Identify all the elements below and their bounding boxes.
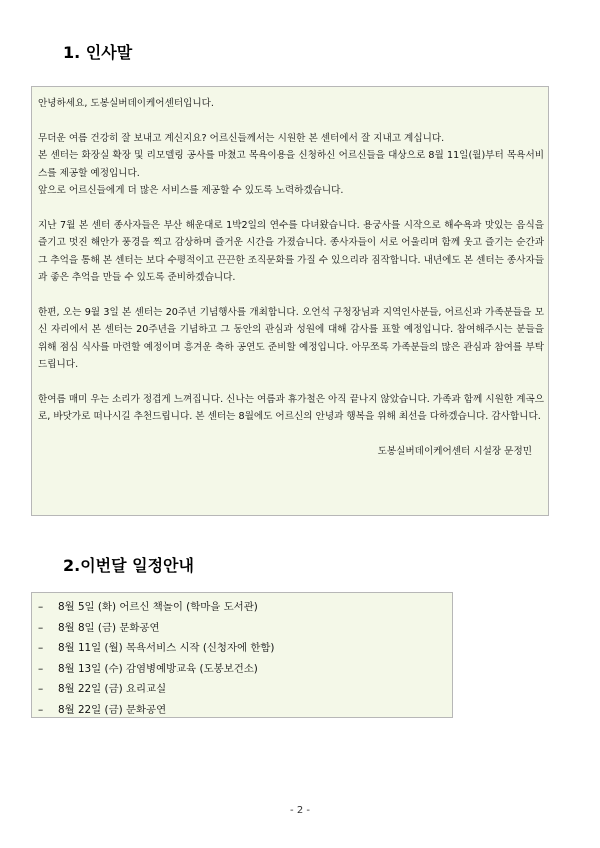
dash-bullet: – <box>38 703 44 716</box>
paragraph-gap <box>38 199 544 216</box>
dash-bullet: – <box>38 683 44 695</box>
greeting-paragraph: 한편, 오는 9월 3일 본 센터는 20주년 기념행사를 개최합니다. 오언석 구청장님과 지역인사분들, 어르신과 가족분들을 모신 자리에서 본 센터는 20주년을 기념하고 그 동안의 관심과 성원에 대해 감사를 표할 예정입니다. 참여해주시는 분들을 위해 점심 식사를 마련할 예정이며 흥겨운 축하 공연도 준비할 예정입니다. 아무쪼록 가족분들의 많은 관심과 참여를 부탁드립니다. <box>38 306 544 371</box>
greeting-box <box>31 86 549 516</box>
paragraph-gap <box>38 426 544 443</box>
schedule-list <box>38 597 452 720</box>
schedule-item-text: 8월 13일 (수) 감염병예방교육 (도봉보건소) <box>58 662 258 675</box>
greeting-paragraph: 앞으로 어르신들에게 더 많은 서비스를 제공할 수 있도록 노력하겠습니다. <box>38 185 344 197</box>
paragraph-gap <box>38 286 544 303</box>
schedule-item <box>38 659 452 680</box>
schedule-item-text: 8월 22일 (금) 요리교실 <box>58 683 167 695</box>
greeting-paragraph: 안녕하세요, 도봉실버데이케어센터입니다. <box>38 98 214 109</box>
paragraph-gap <box>38 373 544 390</box>
greeting-paragraph: 무더운 여름 건강히 잘 보내고 계신지요? 어르신들께서는 시원한 본 센터에서 잘 지내고 계십니다. <box>38 132 445 144</box>
greeting-section-title: 1. 인사말 <box>63 43 133 62</box>
schedule-box <box>31 592 453 718</box>
dash-bullet: – <box>38 662 44 675</box>
dash-bullet: – <box>38 601 44 613</box>
schedule-item <box>38 618 452 639</box>
schedule-item-text: 8월 8일 (금) 문화공연 <box>58 621 160 634</box>
greeting-paragraph: 한여름 매미 우는 소리가 정겹게 느껴집니다. 신나는 여름과 휴가철은 아직 끝나지 않았습니다. 가족과 함께 시원한 계곡으로, 바닷가로 떠나시길 추천드립니다. 본 센터는 8월에도 어르신의 안녕과 행복을 위해 최선을 다하겠습니다. 감사합니다. <box>38 393 544 423</box>
schedule-item-text: 8월 11일 (월) 목욕서비스 시작 (신청자에 한함) <box>58 642 275 654</box>
schedule-item <box>38 700 452 721</box>
greeting-paragraph: 지난 7월 본 센터 종사자들은 부산 해운대로 1박2일의 연수를 다녀왔습니다. 용궁사를 시작으로 해수욕과 맛있는 음식을 즐기고 멋진 해안가 풍경을 찍고 감상하며 즐거운 시간을 가졌습니다. 종사자들이 서로 어울리며 함께 웃고 즐기는 순간과 그 추억을 통해 본 센터는 보다 수평적이고 끈끈한 조직문화를 가질 수 있으리라 짐작합니다. 내년에도 본 센터는 종사자들과 좋은 추억을 만들 수 있도록 준비하겠습니다. <box>38 219 544 284</box>
paragraph-gap <box>38 112 544 129</box>
schedule-item <box>38 679 452 700</box>
schedule-item-text: 8월 5일 (화) 어르신 책놀이 (학마을 도서관) <box>58 601 258 613</box>
page-number: - 2 - <box>290 805 310 816</box>
dash-bullet: – <box>38 621 44 634</box>
dash-bullet: – <box>38 642 44 654</box>
schedule-section-title: 2.이번달 일정안내 <box>63 556 194 575</box>
schedule-item <box>38 597 452 618</box>
schedule-item <box>38 638 452 659</box>
schedule-item-text: 8월 22일 (금) 문화공연 <box>58 703 167 716</box>
greeting-paragraph: 본 센터는 화장실 확장 및 리모델링 공사를 마쳤고 목욕이용을 신청하신 어르신들을 대상으로 8월 11일(월)부터 목욕서비스를 제공할 예정입니다. <box>38 150 544 179</box>
signature: 도봉실버데이케어센터 시설장 문정민 <box>377 446 532 458</box>
